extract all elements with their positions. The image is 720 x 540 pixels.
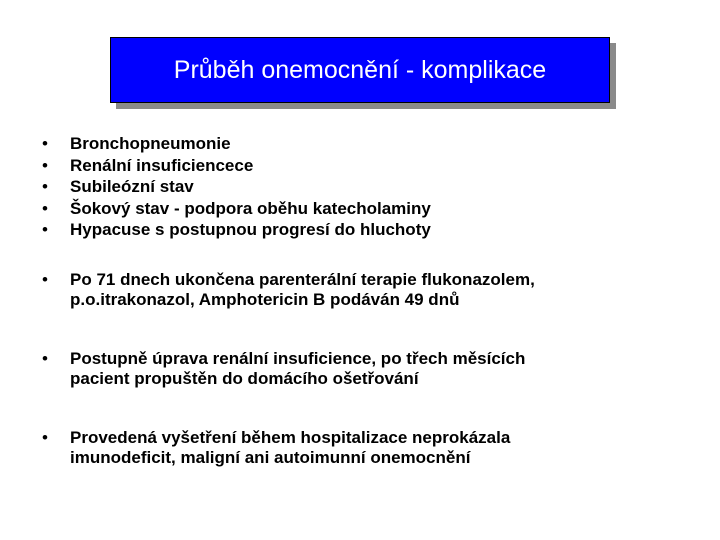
list-item-text: Šokový stav - podpora oběhu katecholaminy [70,198,431,218]
paragraph-line: imunodeficit, maligní ani autoimunní onemocnění [70,447,471,467]
paragraph-list [42,428,682,468]
bullet-icon: • [42,348,48,368]
list-item-text: Subileózní stav [70,177,194,196]
slide-content [42,133,682,468]
bullet-icon: • [42,220,48,239]
list-item [42,176,682,198]
list-item [42,198,682,220]
paragraph-line: Postupně úprava renální insuficience, po třech měsících [70,348,526,368]
list-item-text: Hypacuse s postupnou progresí do hluchoty [70,220,431,239]
list-item [42,133,682,155]
bullet-icon: • [42,177,48,196]
slide-title: Průběh onemocnění - komplikace [173,55,547,84]
title-box [110,37,610,103]
bullet-icon: • [42,155,48,175]
list-item [42,219,682,241]
paragraph-list [42,349,682,389]
list-item-text: Bronchopneumonie [70,134,231,153]
paragraph-item [42,349,682,389]
complications-list [42,133,682,241]
list-item [42,155,682,177]
paragraph-line: Po 71 dnech ukončena parenterální terapie flukonazolem, [70,269,535,289]
paragraph-line: p.o.itrakonazol, Amphotericin B podáván 49 dnů [70,289,460,309]
paragraph-list [42,270,682,310]
list-item-text: Renální insuficiencece [70,155,254,175]
paragraph-line: Provedená vyšetření během hospitalizace neprokázala [70,427,511,447]
bullet-icon: • [42,427,48,447]
paragraph-item [42,270,682,310]
paragraph-item [42,428,682,468]
bullet-icon: • [42,134,48,153]
bullet-icon: • [42,198,48,218]
bullet-icon: • [42,269,48,289]
paragraph-line: pacient propuštěn do domácího ošetřování [70,368,419,388]
